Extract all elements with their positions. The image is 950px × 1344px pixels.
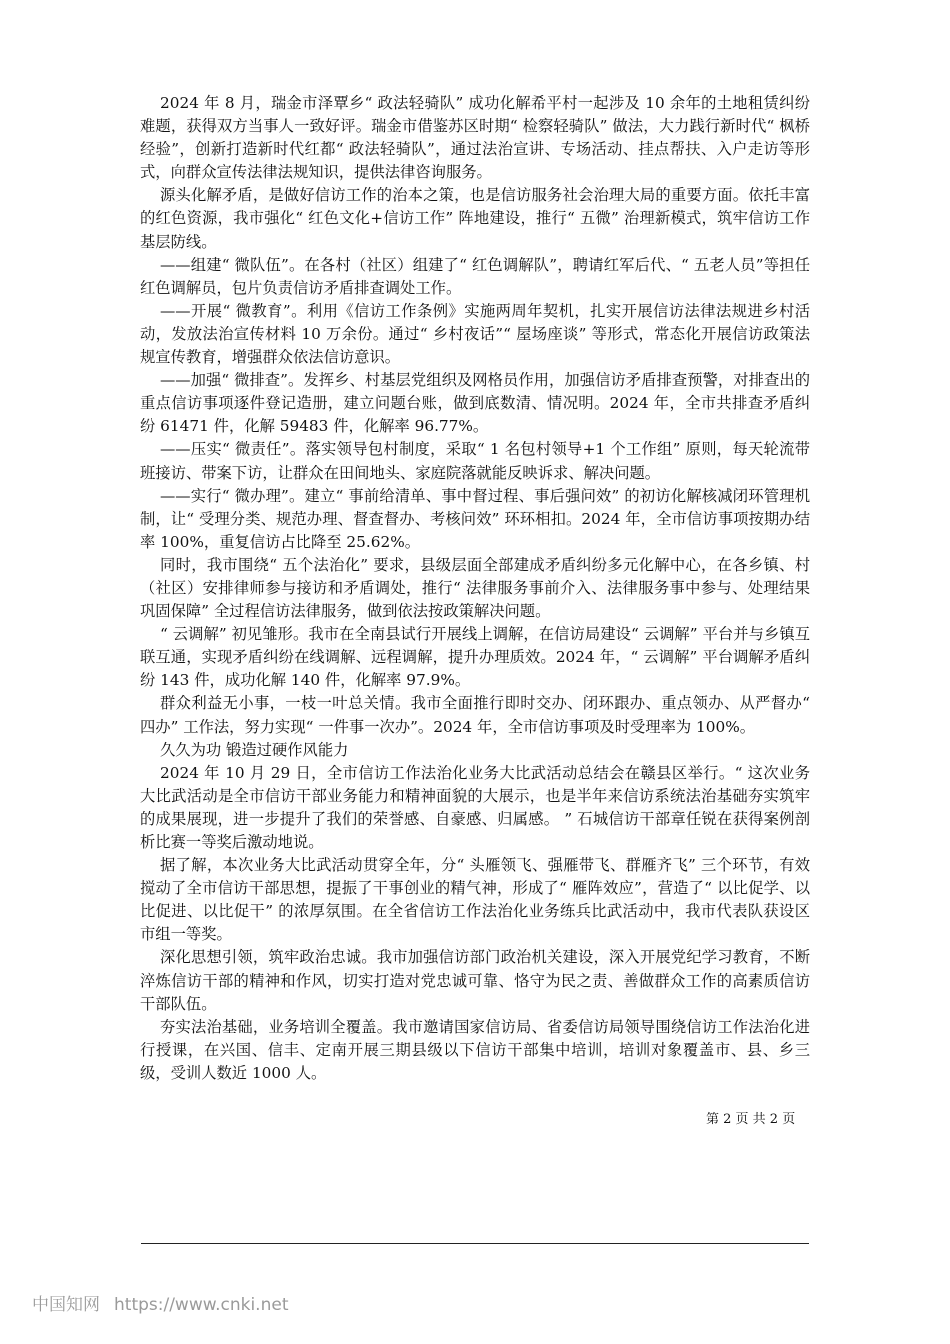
paragraph: 深化思想引领，筑牢政治忠诚。我市加强信访部门政治机关建设，深入开展党纪学习教育，不断淬炼信访干部的精神和作风，切实打造对党忠诚可靠、恪守为民之责、善做群众工作的高素质信访干部队伍。	[140, 948, 810, 1013]
paragraph: ——开展“ 微教育”。利用《信访工作条例》实施两周年契机，扎实开展信访法律法规进乡村活动，发放法治宣传材料 10 万余份。通过“ 乡村夜话”“ 屋场座谈” 等形式，常态化开展信访政策法规宣传教育，增强群众依法信访意识。	[140, 301, 810, 367]
paragraph: ——实行“ 微办理”。建立“ 事前给清单、事中督过程、事后强问效” 的初访化解核减闭环管理机制，让“ 受理分类、规范办理、督查督办、考核问效” 环环相扣。2024 年，全市信访事项按期办结率 100%，重复信访占比降至 25.62%。	[140, 486, 810, 551]
paragraph: 夯实法治基础，业务培训全覆盖。我市邀请国家信访局、省委信访局领导围绕信访工作法治化进行授课，在兴国、信丰、定南开展三期县级以下信访干部集中培训，培训对象覆盖市、县、乡三级，受训人数近 1000 人。	[140, 1017, 810, 1082]
paragraph: 2024 年 10 月 29 日，全市信访工作法治化业务大比武活动总结会在赣县区举行。“ 这次业务大比武活动是全市信访干部业务能力和精神面貌的大展示，也是半年来信访系统法治基础夯实筑牢的成果展现，进一步提升了我们的荣誉感、自豪感、归属感。 ” 石城信访干部章任锐在获得案例剖析比赛一等奖后激动地说。	[140, 763, 810, 851]
watermark-brand: 中国知网	[32, 1295, 100, 1315]
paragraph: 2024 年 8 月，瑞金市泽覃乡“ 政法轻骑队” 成功化解希平村一起涉及 10 余年的土地租赁纠纷难题，获得双方当事人一致好评。瑞金市借鉴苏区时期“ 检察轻骑队” 做法，大力践行新时代“ 枫桥经验”，创新打造新时代红都“ 政法轻骑队”，通过法治宣讲、专场活动、挂点帮扶、入户走访等形式，向群众宣传法律法规知识，提供法律咨询服务。	[140, 94, 810, 182]
paragraph: 群众利益无小事，一枝一叶总关情。我市全面推行即时交办、闭环跟办、重点领办、从严督办“ 四办” 工作法，努力实现“ 一件事一次办”。2024 年，全市信访事项及时受理率为 100%。	[140, 694, 810, 736]
section-heading: 久久为功 锻造过硬作风能力	[160, 740, 349, 759]
paragraph: ——组建“ 微队伍”。在各村（社区）组建了“ 红色调解队”，聘请红军后代、“ 五老人员”等担任红色调解员，包片负责信访矛盾排查调处工作。	[140, 255, 810, 297]
paragraph: “ 云调解” 初见雏形。我市在全南县试行开展线上调解，在信访局建设“ 云调解” 平台并与乡镇互联互通，实现矛盾纠纷在线调解、远程调解，提升办理质效。2024 年，“ 云调解” 平台调解矛盾纠纷 143 件，成功化解 140 件，化解率 97.9%。	[140, 625, 810, 690]
article-body	[140, 92, 810, 1085]
paragraph: 同时，我市围绕“ 五个法治化” 要求，县级层面全部建成矛盾纠纷多元化解中心，在各乡镇、村（社区）安排律师参与接访和矛盾调处，推行“ 法律服务事前介入、法律服务事中参与、处理结果巩固保障” 全过程信访法律服务，做到依法按政策解决问题。	[140, 555, 810, 621]
footer-divider	[141, 1243, 809, 1244]
paragraph: ——加强“ 微排查”。发挥乡、村基层党组织及网格员作用，加强信访矛盾排查预警，对排查出的重点信访事项逐件登记造册，建立问题台账，做到底数清、情况明。2024 年，全市共排查矛盾纠纷 61471 件，化解 59483 件，化解率 96.77%。	[140, 371, 810, 436]
paragraph: 源头化解矛盾，是做好信访工作的治本之策，也是信访服务社会治理大局的重要方面。依托丰富的红色资源，我市强化“ 红色文化+信访工作” 阵地建设，推行“ 五微” 治理新模式，筑牢信访工作基层防线。	[140, 186, 810, 251]
paragraph: 据了解，本次业务大比武活动贯穿全年，分“ 头雁领飞、强雁带飞、群雁齐飞” 三个环节，有效搅动了全市信访干部思想，提振了干事创业的精气神，形成了“ 雁阵效应”，营造了“ 以比促学、以比促进、以比促干” 的浓厚氛围。在全省信访工作法治化业务练兵比武活动中，我市代表队获设区市组一等奖。	[140, 856, 810, 944]
page-number: 第 2 页 共 2 页	[706, 1112, 796, 1127]
paragraph: ——压实“ 微责任”。落实领导包村制度，采取“ 1 名包村领导+1 个工作组” 原则，每天轮流带班接访、带案下访，让群众在田间地头、家庭院落就能反映诉求、解决问题。	[140, 440, 810, 482]
watermark-url: https://www.cnki.net	[114, 1295, 289, 1315]
watermark	[32, 1293, 288, 1317]
